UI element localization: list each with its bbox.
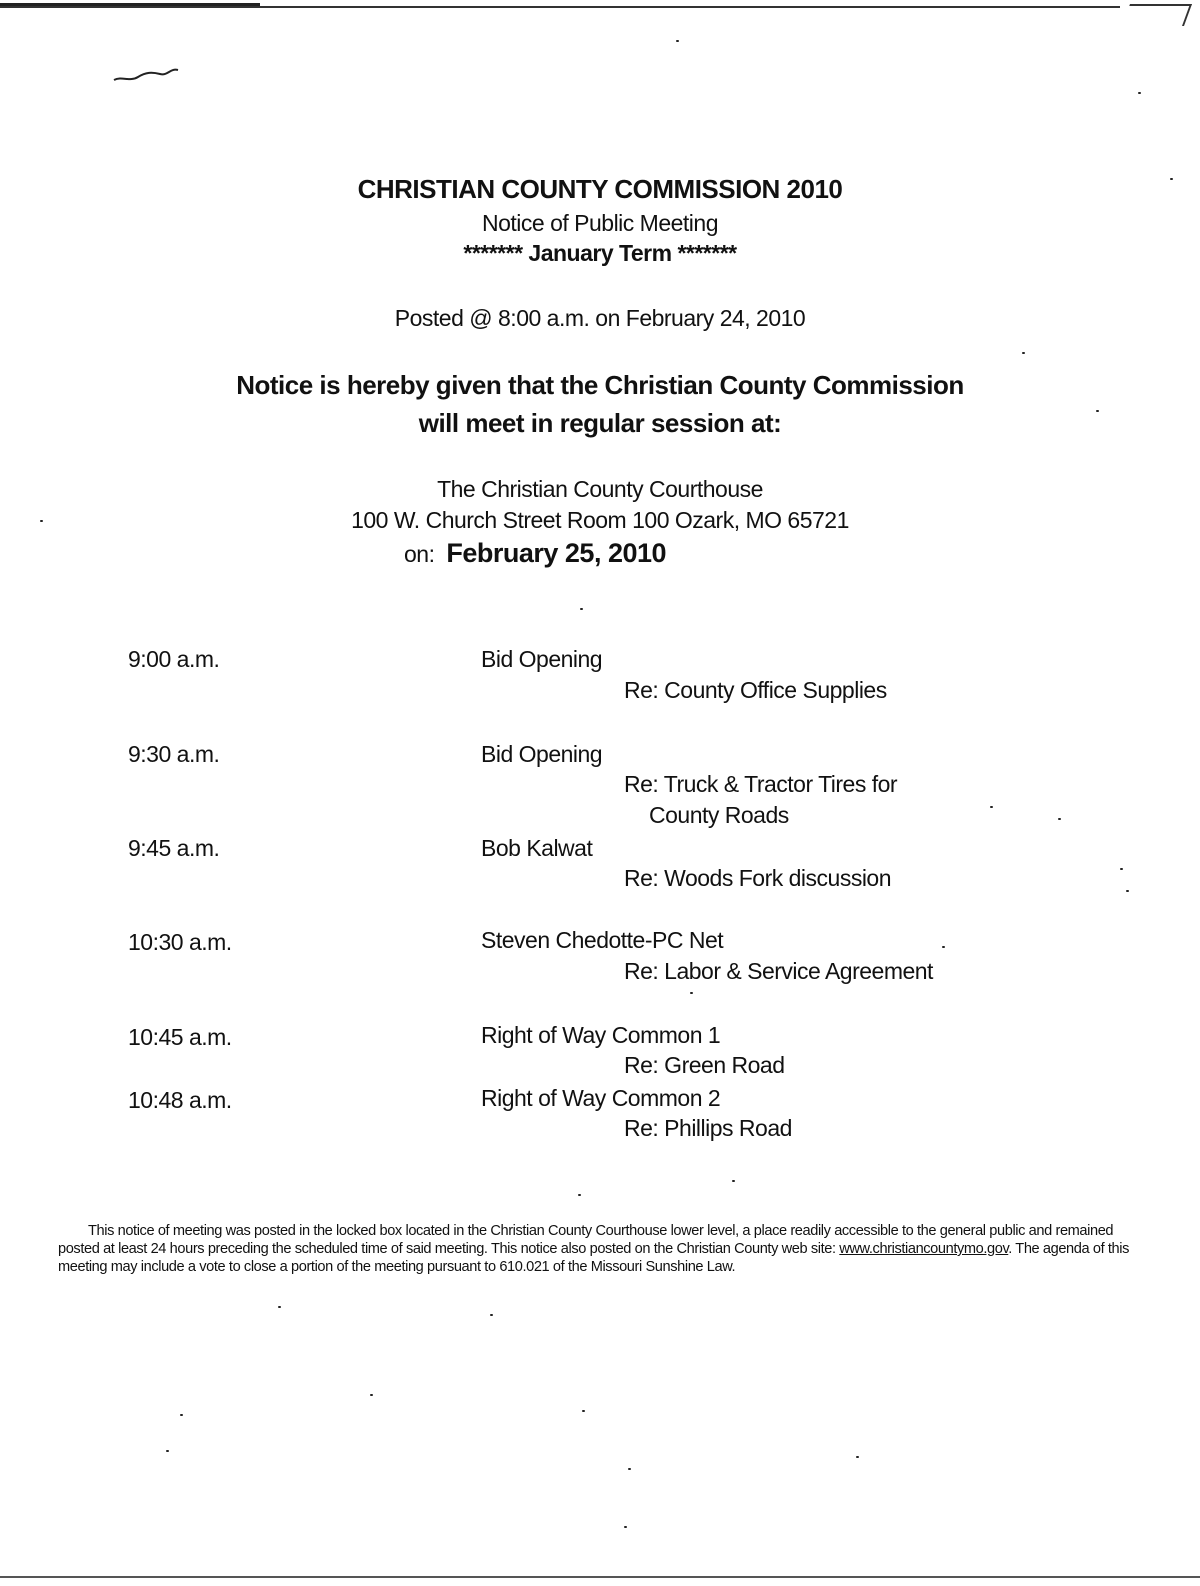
- agenda-time: 10:48 a.m.: [128, 1087, 232, 1113]
- notice-heading-line-2: will meet in regular session at:: [418, 408, 782, 438]
- agenda-item-title: Right of Way Common 1: [481, 1022, 721, 1048]
- agenda-item-title: Right of Way Common 2: [481, 1085, 721, 1111]
- posted-timestamp: Posted @ 8:00 a.m. on February 24, 2010: [394, 305, 806, 331]
- posting-notice-footer: [58, 1222, 1158, 1276]
- agenda-time: 9:45 a.m.: [128, 835, 220, 861]
- meeting-date-label: on:: [404, 541, 435, 567]
- page-subtitle: Notice of Public Meeting: [481, 210, 718, 236]
- notice-heading-line-1: Notice is hereby given that the Christian County Commission: [236, 370, 964, 400]
- agenda-item-subject: Re: Woods Fork discussion: [624, 865, 892, 891]
- scan-speck: [690, 992, 693, 994]
- scan-speck: [166, 1450, 169, 1452]
- scan-corner-mark: [1122, 4, 1192, 26]
- scan-speck: [1126, 890, 1129, 892]
- scan-speck: [180, 1414, 183, 1416]
- scan-speck: [856, 1456, 859, 1458]
- scan-speck: [1022, 352, 1025, 354]
- meeting-date: February 25, 2010: [446, 538, 667, 568]
- website-link[interactable]: www.christiancountymo.gov: [839, 1241, 1009, 1257]
- scan-speck: [676, 40, 679, 42]
- scan-speck: [628, 1468, 631, 1470]
- page-title: CHRISTIAN COUNTY COMMISSION 2010: [357, 174, 843, 204]
- handwritten-scribble: [112, 64, 182, 84]
- scan-speck: [278, 1306, 281, 1308]
- agenda-time: 9:30 a.m.: [128, 741, 220, 767]
- footer-text-continued: . The agenda of this meeting may include a vote to close a portion of the meeting pursuant to 610.021 of the Missouri Sunshine Law.: [58, 1241, 1130, 1275]
- agenda-time: 10:45 a.m.: [128, 1024, 232, 1050]
- agenda-time: 10:30 a.m.: [128, 929, 232, 955]
- agenda-item-title: Bid Opening: [481, 646, 603, 672]
- agenda-item-subject: Re: Labor & Service Agreement: [624, 958, 933, 984]
- agenda-item-subject-continued: County Roads: [649, 802, 789, 828]
- scan-speck: [1138, 92, 1141, 94]
- location-name: The Christian County Courthouse: [437, 476, 763, 502]
- scan-speck: [370, 1394, 373, 1396]
- scan-speck: [1058, 818, 1061, 820]
- agenda-item-title: Bob Kalwat: [481, 835, 593, 861]
- agenda-time: 9:00 a.m.: [128, 646, 220, 672]
- agenda-item-subject: Re: Truck & Tractor Tires for: [624, 771, 898, 797]
- agenda-item-title: Steven Chedotte-PC Net: [481, 927, 724, 953]
- scan-edge-bottom: [0, 1576, 1200, 1578]
- scan-speck: [732, 1180, 735, 1182]
- location-address: 100 W. Church Street Room 100 Ozark, MO 65721: [351, 507, 849, 533]
- meeting-date-line: [404, 538, 666, 569]
- scan-speck: [582, 1410, 585, 1412]
- scan-speck: [490, 1314, 493, 1316]
- scan-speck: [990, 806, 993, 808]
- scan-speck: [624, 1526, 627, 1528]
- agenda-item-title: Bid Opening: [481, 741, 603, 767]
- agenda-item-subject: Re: Phillips Road: [624, 1115, 792, 1141]
- term-label: ******* January Term *******: [463, 240, 737, 266]
- agenda-item-subject: Re: County Office Supplies: [624, 677, 887, 703]
- agenda-item-subject: Re: Green Road: [624, 1052, 785, 1078]
- scan-speck: [580, 608, 583, 610]
- scan-speck: [578, 1194, 581, 1196]
- scan-speck: [942, 946, 945, 948]
- scan-edge-top: [0, 6, 1120, 8]
- scan-speck: [1120, 868, 1123, 870]
- footer-text: This notice of meeting was posted in the locked box located in the Christian County Courthouse lower level, a place readily accessible to the general public and remained posted at least 24 hours preceding the scheduled time of said meeting. This notice also posted on the Christian County web site:: [58, 1223, 1114, 1257]
